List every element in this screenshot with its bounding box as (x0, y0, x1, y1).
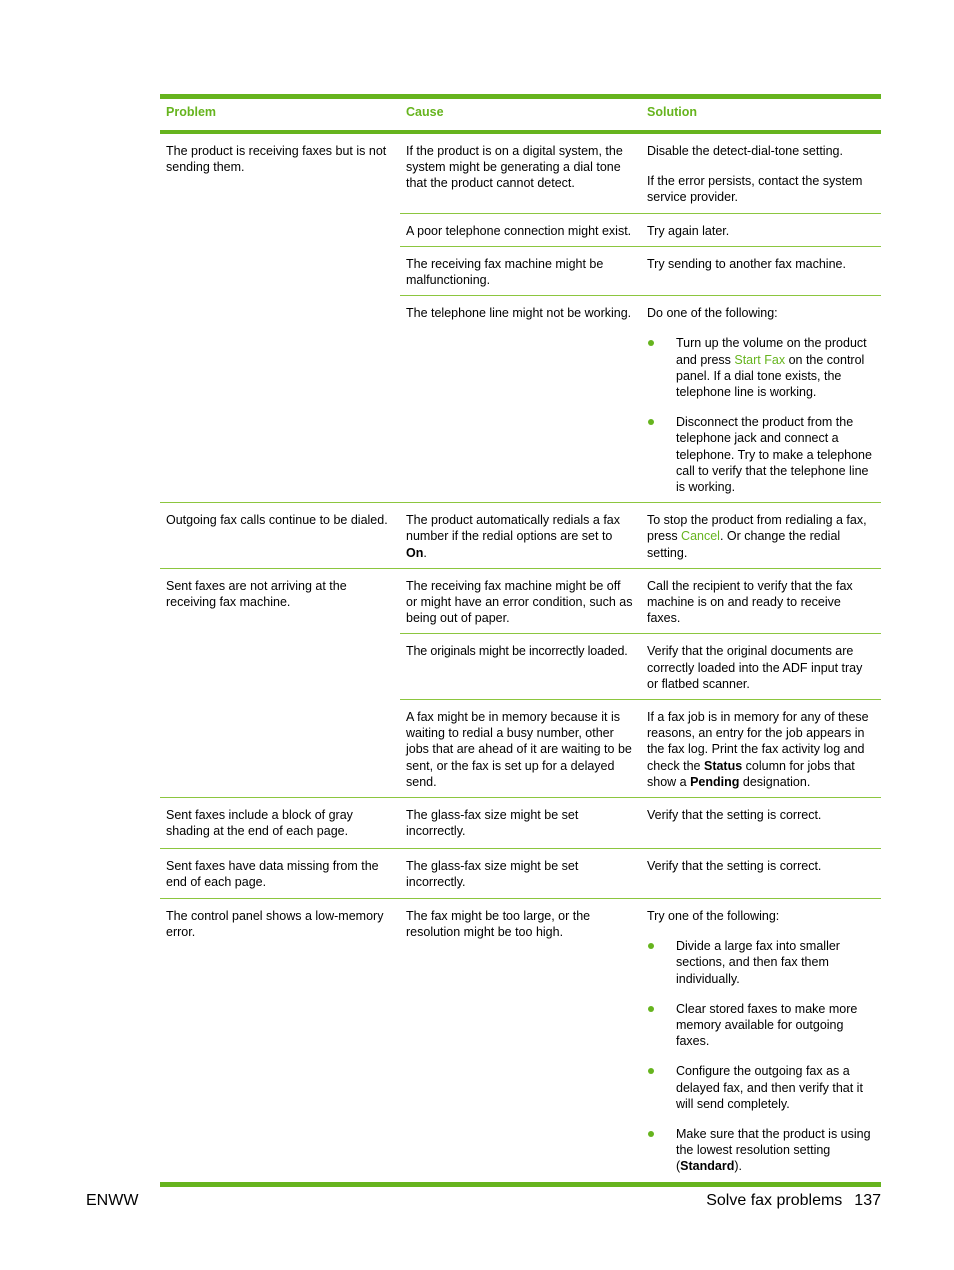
solution-cell: If a fax job is in memory for any of these reasons, an entry for the job appears in the fax log. Print the fax activity log and check the Status column for jobs that show a Pending designation. (647, 710, 869, 789)
cause-cell: The receiving fax machine might be off or might have an error condition, such as being out of paper. (406, 578, 633, 626)
solution-cell (641, 296, 881, 502)
bullet-icon (648, 419, 654, 425)
problem-cell: Sent faxes include a block of gray shading at the end of each page. (166, 808, 353, 839)
list-item: Configure the outgoing fax as a delayed fax, and then verify that it will send completely. (647, 1063, 875, 1112)
solution-cell: Try sending to another fax machine. (647, 256, 846, 271)
cause-cell: The receiving fax machine might be malfunctioning. (406, 256, 604, 288)
bullet-icon (648, 943, 654, 949)
bullet-list (647, 938, 875, 1174)
problem-group-gray-shading (160, 798, 881, 848)
list-item: Clear stored faxes to make more memory available for outgoing faxes. (647, 1001, 875, 1050)
solution-text: Disable the detect-dial-tone setting. (647, 144, 843, 158)
list-item: Make sure that the product is using the lowest resolution setting (Standard). (647, 1126, 875, 1175)
problem-cell: Outgoing fax calls continue to be dialed. (166, 513, 388, 528)
list-item: Turn up the volume on the product and press Start Fax on the control panel. If a dial tone exists, the telephone line is working. (647, 335, 875, 400)
header-solution: Solution (647, 105, 697, 119)
cause-cell: A fax might be in memory because it is waiting to redial a busy number, other jobs that are ahead of it are waiting to be sent, or the fax is set up for a delayed send. (406, 710, 632, 789)
solution-cell: Verify that the original documents are correctly loaded into the ADF input tray or flatbed scanner. (647, 644, 863, 691)
problem-cell: The product is receiving faxes but is not sending them. (166, 144, 387, 175)
table-row (400, 569, 881, 634)
bullet-icon (648, 1006, 654, 1012)
cause-cell: The originals might be incorrectly loaded. (406, 644, 628, 659)
table-row (400, 213, 881, 246)
bullet-icon (648, 340, 654, 346)
table-row (400, 503, 881, 568)
table-row (400, 633, 881, 699)
table-row (400, 246, 881, 295)
problem-group-low-memory (160, 899, 881, 1182)
start-fax-key: Start Fax (734, 352, 786, 367)
page-number: 137 (854, 1192, 881, 1209)
cause-cell: The glass-fax size might be set incorrectly. (406, 858, 579, 889)
problem-group-redial (160, 503, 881, 569)
solution-cell: Try again later. (647, 223, 730, 238)
cause-cell: The product automatically redials a fax number if the redial options are set to On. (406, 513, 620, 560)
solution-cell: Call the recipient to verify that the fax machine is on and ready to receive faxes. (647, 578, 853, 626)
problem-cell: Sent faxes are not arriving at the receiving fax machine. (166, 578, 347, 610)
table-row (400, 699, 881, 797)
cause-cell: The glass-fax size might be set incorrectly. (406, 808, 579, 839)
list-item: Disconnect the product from the telephone jack and connect a telephone. Try to make a telephone call to verify that the telephone line is working. (647, 414, 875, 495)
solution-text: If the error persists, contact the system service provider. (647, 174, 863, 205)
table-row (400, 849, 881, 897)
table-row (400, 134, 881, 213)
solution-cell: Verify that the setting is correct. (647, 858, 822, 873)
problem-group-data-missing (160, 849, 881, 899)
problem-cell: Sent faxes have data missing from the end of each page. (166, 858, 379, 889)
cancel-key: Cancel (681, 529, 720, 544)
bullet-icon (648, 1068, 654, 1074)
header-problem: Problem (166, 105, 217, 119)
bullet-icon (648, 1131, 654, 1137)
table-header (160, 99, 881, 134)
bullet-list (647, 335, 875, 495)
problem-group-not-arriving (160, 569, 881, 798)
footer-right (706, 1192, 881, 1210)
solution-cell (641, 899, 881, 1182)
table-row (400, 899, 881, 1182)
cause-cell: The fax might be too large, or the resolution might be too high. (406, 908, 591, 940)
fax-troubleshooting-table (160, 94, 881, 1187)
solution-cell: Verify that the setting is correct. (647, 808, 822, 823)
problem-group-not-sending (160, 134, 881, 503)
cause-cell: A poor telephone connection might exist. (406, 223, 632, 238)
footer-section-title: Solve fax problems (706, 1192, 843, 1209)
header-cause: Cause (406, 105, 444, 119)
cause-cell: The telephone line might not be working. (406, 306, 632, 321)
table-row (400, 295, 881, 502)
solution-intro: Try one of the following: (647, 908, 780, 923)
cause-cell: If the product is on a digital system, the system might be generating a dial tone that the product cannot detect. (406, 144, 623, 191)
problem-cell: The control panel shows a low-memory error. (166, 908, 384, 940)
solution-cell (641, 134, 881, 213)
solution-intro: Do one of the following: (647, 306, 778, 321)
solution-cell: To stop the product from redialing a fax, press Cancel. Or change the redial setting. (647, 513, 867, 560)
table-row (400, 798, 881, 846)
footer-left: ENWW (86, 1192, 139, 1209)
list-item: Divide a large fax into smaller sections, and then fax them individually. (647, 938, 875, 987)
